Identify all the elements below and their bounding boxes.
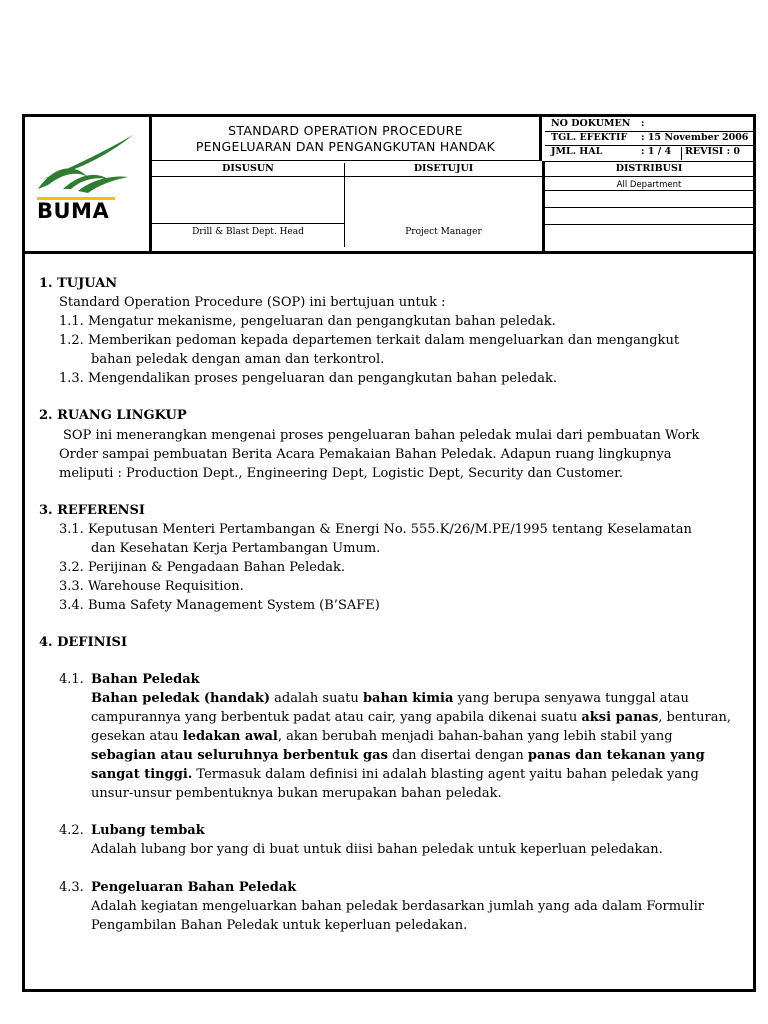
section-3-item-3: 3.3. Warehouse Requisition.: [59, 579, 244, 594]
section-4-title: 4. DEFINISI: [39, 635, 128, 650]
section-1-item-2-cont: bahan peledak dengan aman dan terkontrol.: [91, 352, 385, 367]
section-1-title: 1. TUJUAN: [39, 276, 118, 291]
section-3-title: 3. REFERENSI: [39, 503, 146, 518]
section-3-item-1: 3.1. Keputusan Menteri Pertambangan & Energi No. 555.K/26/M.PE/1995 tentang Keselamatan: [59, 522, 692, 537]
def-4-1-line-6: unsur-unsur pembentuknya bukan merupakan bahan peledak.: [91, 786, 502, 801]
def-4-3-num: 4.3.: [59, 880, 84, 895]
section-3-item-4: 3.4. Buma Safety Management System (B’SAFE): [59, 598, 380, 613]
def-4-1-line-2: campurannya yang berbentuk padat atau cair, yang apabila dikenai suatu aksi panas, benturan,: [91, 710, 731, 725]
distribusi-value: All Department: [616, 180, 682, 190]
meta-divider: [681, 147, 682, 160]
meta-row-tgl-efektif: [545, 132, 753, 146]
section-2-title: 2. RUANG LINGKUP: [39, 408, 187, 423]
section-1-intro: Standard Operation Procedure (SOP) ini bertujuan untuk :: [59, 295, 446, 310]
def-4-2-title: Lubang tembak: [91, 823, 205, 838]
no-dokumen-value: :: [641, 118, 645, 129]
disusun-sign-line: [152, 223, 344, 224]
distribusi-divider: [542, 161, 545, 251]
def-4-1-num: 4.1.: [59, 672, 84, 687]
document-frame: [22, 114, 756, 992]
section-2-line-1: SOP ini menerangkan mengenai proses pengeluaran bahan peledak mulai dari pembuatan Work: [63, 428, 700, 443]
tgl-efektif-label: TGL. EFEKTIF: [551, 132, 628, 143]
def-4-2-text: Adalah lubang bor yang di buat untuk diisi bahan peledak untuk keperluan peledakan.: [91, 842, 663, 857]
section-1-item-3: 1.3. Mengendalikan proses pengeluaran dan pengangkutan bahan peledak.: [59, 371, 558, 386]
def-4-1-line-4: sebagian atau seluruhnya berbentuk gas dan disertai dengan panas dan tekanan yang: [91, 748, 705, 763]
disusun-header: DISUSUN: [152, 163, 345, 177]
section-1-item-2: 1.2. Memberikan pedoman kepada departemen terkait dalam mengeluarkan dan mengangkut: [59, 333, 680, 348]
section-2-line-3: meliputi : Production Dept., Engineering Dept, Logistic Dept, Security dan Customer.: [59, 466, 624, 481]
def-4-3-line-1: Adalah kegiatan mengeluarkan bahan peledak berdasarkan jumlah yang ada dalam Formulir: [91, 899, 704, 914]
def-4-1-line-1: Bahan peledak (handak) adalah suatu bahan kimia yang berupa senyawa tunggal atau: [91, 691, 689, 706]
def-4-2-num: 4.2.: [59, 823, 84, 838]
revisi-value: REVISI : 0: [685, 146, 740, 157]
no-dokumen-label: NO DOKUMEN: [551, 118, 631, 129]
section-2-line-2: Order sampai pembuatan Berita Acara Pemakaian Bahan Peledak. Adapun ruang lingkupnya: [59, 447, 672, 462]
tgl-efektif-value: : 15 November 2006: [641, 132, 749, 143]
disusun-by: Drill & Blast Dept. Head: [192, 227, 304, 237]
def-4-1-line-3: gesekan atau ledakan awal, akan berubah menjadi bahan-bahan yang lebih stabil yang: [91, 729, 673, 744]
title-line-1: STANDARD OPERATION PROCEDURE: [228, 123, 463, 138]
logo-cell: [25, 117, 152, 251]
distribusi-row-line-3: [545, 224, 753, 225]
meta-row-no-dokumen: [545, 118, 753, 132]
distribusi-row-line-1: [545, 190, 753, 191]
section-3-item-2: 3.2. Perijinan & Pengadaan Bahan Peledak.: [59, 560, 346, 575]
distribusi-header: DISTRIBUSI: [545, 163, 753, 177]
section-3-item-1-cont: dan Kesehatan Kerja Pertambangan Umum.: [91, 541, 381, 556]
def-4-3-line-2: Pengambilan Bahan Peledak untuk keperluan peledakan.: [91, 918, 468, 933]
disetujui-header: DISETUJUI: [345, 163, 542, 177]
title-line-2: PENGELUARAN DAN PENGANGKUTAN HANDAK: [195, 139, 496, 154]
def-4-3-title: Pengeluaran Bahan Peledak: [91, 880, 297, 895]
document-header: [25, 117, 753, 254]
distribusi-row-line-2: [545, 207, 753, 208]
logo-text: BUMA: [37, 199, 110, 223]
jml-hal-label: JML. HAL: [551, 146, 603, 157]
section-1-item-1: 1.1. Mengatur mekanisme, pengeluaran dan pengangkutan bahan peledak.: [59, 314, 556, 329]
meta-row-jml-hal: [545, 146, 753, 159]
disetujui-by: Project Manager: [405, 227, 482, 237]
jml-hal-value: : 1 / 4: [641, 146, 672, 157]
sop-title: [152, 117, 542, 161]
document-meta: [545, 117, 753, 162]
def-4-1-line-5: sangat tinggi. Termasuk dalam definisi ini adalah blasting agent yaitu bahan peledak yang: [91, 767, 699, 782]
def-4-1-title: Bahan Peledak: [91, 672, 200, 687]
